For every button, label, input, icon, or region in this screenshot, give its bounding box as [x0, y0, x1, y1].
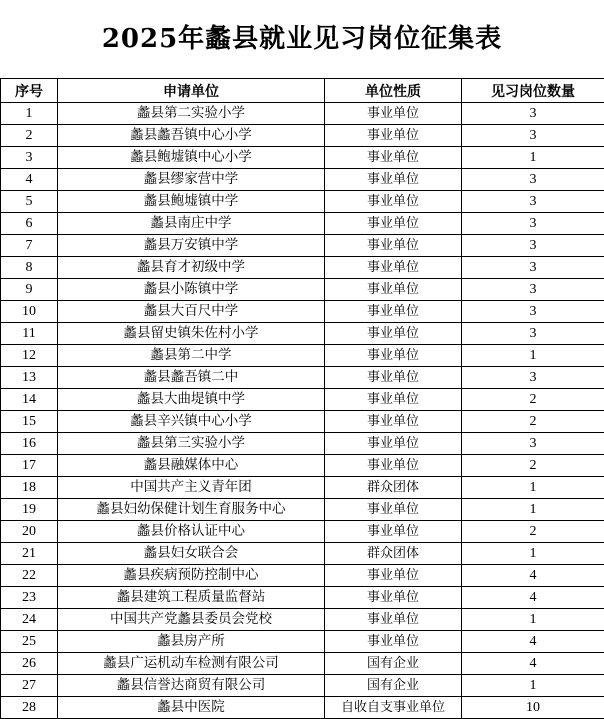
cell-applicant-unit: 蠡县妇女联合会 — [58, 543, 325, 565]
cell-applicant-unit: 蠡县蠡吾镇中心小学 — [58, 125, 325, 147]
cell-serial-number: 4 — [1, 169, 58, 191]
cell-applicant-unit: 蠡县万安镇中学 — [58, 235, 325, 257]
cell-unit-type: 事业单位 — [325, 587, 462, 609]
cell-serial-number: 16 — [1, 433, 58, 455]
cell-position-count: 3 — [462, 257, 604, 279]
table-row — [1, 235, 604, 257]
cell-serial-number: 14 — [1, 389, 58, 411]
cell-position-count: 1 — [462, 543, 604, 565]
cell-applicant-unit: 蠡县妇幼保健计划生育服务中心 — [58, 499, 325, 521]
cell-serial-number: 28 — [1, 697, 58, 719]
cell-serial-number: 22 — [1, 565, 58, 587]
cell-serial-number: 11 — [1, 323, 58, 345]
cell-unit-type: 国有企业 — [325, 653, 462, 675]
cell-applicant-unit: 中国共产主义青年团 — [58, 477, 325, 499]
cell-applicant-unit: 蠡县融媒体中心 — [58, 455, 325, 477]
cell-applicant-unit: 蠡县鲍墟镇中心小学 — [58, 147, 325, 169]
table-row — [1, 499, 604, 521]
table-row — [1, 191, 604, 213]
table-row — [1, 367, 604, 389]
cell-position-count: 2 — [462, 521, 604, 543]
cell-unit-type: 事业单位 — [325, 235, 462, 257]
table-row — [1, 301, 604, 323]
cell-serial-number: 20 — [1, 521, 58, 543]
cell-serial-number: 7 — [1, 235, 58, 257]
cell-applicant-unit: 中国共产党蠡县委员会党校 — [58, 609, 325, 631]
cell-applicant-unit: 蠡县信誉达商贸有限公司 — [58, 675, 325, 697]
cell-serial-number: 2 — [1, 125, 58, 147]
cell-unit-type: 事业单位 — [325, 147, 462, 169]
table-row — [1, 433, 604, 455]
cell-applicant-unit: 蠡县第三实验小学 — [58, 433, 325, 455]
cell-position-count: 3 — [462, 323, 604, 345]
cell-serial-number: 17 — [1, 455, 58, 477]
cell-unit-type: 事业单位 — [325, 213, 462, 235]
cell-serial-number: 18 — [1, 477, 58, 499]
cell-unit-type: 事业单位 — [325, 411, 462, 433]
cell-position-count: 1 — [462, 147, 604, 169]
table-row — [1, 521, 604, 543]
table-row — [1, 455, 604, 477]
table-header — [1, 79, 604, 103]
cell-applicant-unit: 蠡县缪家营中学 — [58, 169, 325, 191]
table-row — [1, 411, 604, 433]
cell-unit-type: 事业单位 — [325, 389, 462, 411]
cell-unit-type: 事业单位 — [325, 103, 462, 125]
cell-applicant-unit: 蠡县小陈镇中学 — [58, 279, 325, 301]
table-row — [1, 279, 604, 301]
cell-applicant-unit: 蠡县大曲堤镇中学 — [58, 389, 325, 411]
cell-position-count: 3 — [462, 433, 604, 455]
table-row — [1, 389, 604, 411]
page-title: 2025年蠡县就业见习岗位征集表 — [0, 0, 604, 72]
table-body — [1, 103, 604, 719]
cell-position-count: 4 — [462, 587, 604, 609]
cell-applicant-unit: 蠡县蠡吾镇二中 — [58, 367, 325, 389]
cell-unit-type: 事业单位 — [325, 565, 462, 587]
table-row — [1, 147, 604, 169]
cell-applicant-unit: 蠡县大百尺中学 — [58, 301, 325, 323]
header-unit-type: 单位性质 — [325, 79, 462, 103]
cell-applicant-unit: 蠡县疾病预防控制中心 — [58, 565, 325, 587]
table-row — [1, 477, 604, 499]
table-row — [1, 257, 604, 279]
cell-position-count: 4 — [462, 653, 604, 675]
cell-serial-number: 15 — [1, 411, 58, 433]
cell-position-count: 3 — [462, 169, 604, 191]
cell-position-count: 3 — [462, 213, 604, 235]
cell-unit-type: 群众团体 — [325, 477, 462, 499]
cell-unit-type: 事业单位 — [325, 521, 462, 543]
cell-position-count: 1 — [462, 675, 604, 697]
cell-unit-type: 事业单位 — [325, 609, 462, 631]
cell-position-count: 1 — [462, 499, 604, 521]
cell-unit-type: 事业单位 — [325, 455, 462, 477]
cell-applicant-unit: 蠡县建筑工程质量监督站 — [58, 587, 325, 609]
cell-unit-type: 事业单位 — [325, 279, 462, 301]
cell-unit-type: 事业单位 — [325, 345, 462, 367]
table-row — [1, 103, 604, 125]
cell-serial-number: 21 — [1, 543, 58, 565]
cell-unit-type: 事业单位 — [325, 323, 462, 345]
cell-serial-number: 23 — [1, 587, 58, 609]
cell-serial-number: 26 — [1, 653, 58, 675]
cell-position-count: 3 — [462, 367, 604, 389]
header-serial-number: 序号 — [1, 79, 58, 103]
cell-position-count: 4 — [462, 565, 604, 587]
cell-unit-type: 事业单位 — [325, 169, 462, 191]
table-row — [1, 587, 604, 609]
cell-serial-number: 9 — [1, 279, 58, 301]
positions-table — [0, 78, 604, 719]
cell-serial-number: 10 — [1, 301, 58, 323]
table-row — [1, 213, 604, 235]
table-row — [1, 609, 604, 631]
cell-position-count: 1 — [462, 477, 604, 499]
cell-serial-number: 24 — [1, 609, 58, 631]
cell-applicant-unit: 蠡县第二实验小学 — [58, 103, 325, 125]
cell-position-count: 3 — [462, 301, 604, 323]
cell-applicant-unit: 蠡县价格认证中心 — [58, 521, 325, 543]
cell-serial-number: 3 — [1, 147, 58, 169]
table-row — [1, 697, 604, 719]
cell-serial-number: 12 — [1, 345, 58, 367]
table-row — [1, 631, 604, 653]
cell-serial-number: 13 — [1, 367, 58, 389]
cell-unit-type: 事业单位 — [325, 367, 462, 389]
cell-unit-type: 事业单位 — [325, 301, 462, 323]
cell-unit-type: 事业单位 — [325, 631, 462, 653]
cell-applicant-unit: 蠡县房产所 — [58, 631, 325, 653]
cell-serial-number: 8 — [1, 257, 58, 279]
cell-position-count: 3 — [462, 103, 604, 125]
cell-unit-type: 事业单位 — [325, 499, 462, 521]
cell-unit-type: 事业单位 — [325, 257, 462, 279]
cell-position-count: 3 — [462, 125, 604, 147]
header-position-count: 见习岗位数量 — [462, 79, 604, 103]
cell-position-count: 1 — [462, 609, 604, 631]
cell-unit-type: 事业单位 — [325, 433, 462, 455]
cell-serial-number: 25 — [1, 631, 58, 653]
cell-position-count: 2 — [462, 389, 604, 411]
cell-unit-type: 自收自支事业单位 — [325, 697, 462, 719]
cell-applicant-unit: 蠡县南庄中学 — [58, 213, 325, 235]
cell-applicant-unit: 蠡县广运机动车检测有限公司 — [58, 653, 325, 675]
table-row — [1, 345, 604, 367]
cell-unit-type: 群众团体 — [325, 543, 462, 565]
cell-unit-type: 事业单位 — [325, 125, 462, 147]
cell-serial-number: 5 — [1, 191, 58, 213]
cell-position-count: 4 — [462, 631, 604, 653]
cell-position-count: 3 — [462, 279, 604, 301]
cell-applicant-unit: 蠡县辛兴镇中心小学 — [58, 411, 325, 433]
cell-applicant-unit: 蠡县中医院 — [58, 697, 325, 719]
cell-position-count: 3 — [462, 235, 604, 257]
table-row — [1, 565, 604, 587]
cell-position-count: 10 — [462, 697, 604, 719]
table-row — [1, 323, 604, 345]
table-row — [1, 543, 604, 565]
cell-position-count: 2 — [462, 411, 604, 433]
table-row — [1, 169, 604, 191]
cell-serial-number: 27 — [1, 675, 58, 697]
cell-position-count: 3 — [462, 191, 604, 213]
header-row — [1, 79, 604, 103]
cell-unit-type: 事业单位 — [325, 191, 462, 213]
cell-serial-number: 19 — [1, 499, 58, 521]
cell-applicant-unit: 蠡县育才初级中学 — [58, 257, 325, 279]
cell-unit-type: 国有企业 — [325, 675, 462, 697]
cell-position-count: 2 — [462, 455, 604, 477]
cell-serial-number: 1 — [1, 103, 58, 125]
table-row — [1, 675, 604, 697]
table-row — [1, 125, 604, 147]
header-applicant-unit: 申请单位 — [58, 79, 325, 103]
table-row — [1, 653, 604, 675]
cell-serial-number: 6 — [1, 213, 58, 235]
cell-applicant-unit: 蠡县留史镇朱佐村小学 — [58, 323, 325, 345]
cell-applicant-unit: 蠡县鲍墟镇中学 — [58, 191, 325, 213]
cell-applicant-unit: 蠡县第二中学 — [58, 345, 325, 367]
cell-position-count: 1 — [462, 345, 604, 367]
